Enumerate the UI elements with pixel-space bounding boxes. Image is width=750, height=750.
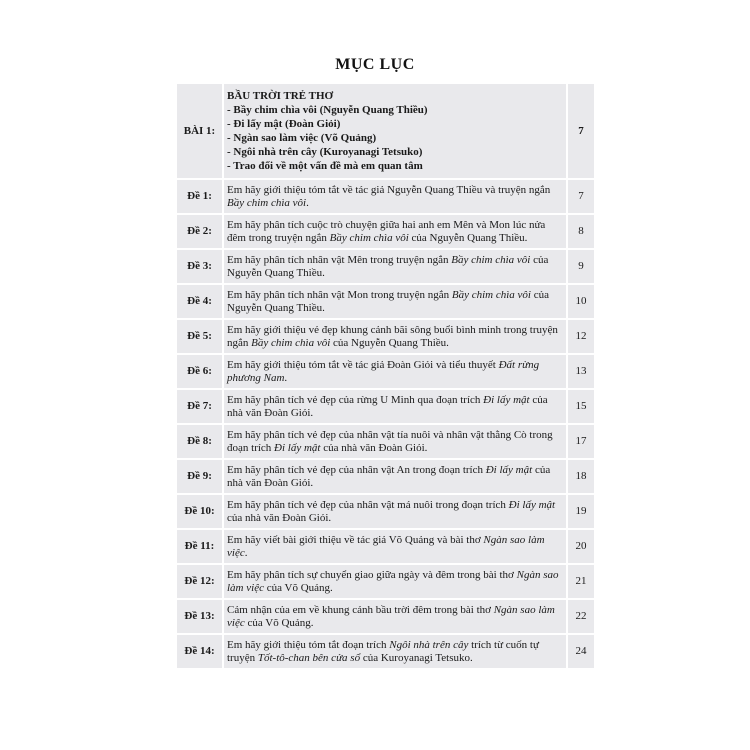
entry-text: Em hãy phân tích sự chuyển giao giữa ngày và đêm trong bài thơ (227, 568, 517, 581)
toc-entry-row[interactable] (177, 285, 594, 318)
entry-page-number: 8 (568, 215, 594, 248)
toc-body (177, 84, 594, 668)
entry-label: Đề 13: (177, 600, 222, 633)
toc-entry-row[interactable] (177, 635, 594, 668)
section-label: BÀI 1: (177, 84, 222, 178)
entry-text: . (284, 371, 288, 384)
entry-text: trích từ cuốn tự truyện (227, 638, 539, 664)
toc-entry-row[interactable] (177, 565, 594, 598)
page-title: MỤC LỤC (335, 56, 415, 73)
entry-description (224, 180, 566, 213)
entry-description (224, 530, 566, 563)
entry-page-number: 7 (568, 180, 594, 213)
entry-label: Đề 1: (177, 180, 222, 213)
entry-page-number: 19 (568, 495, 594, 528)
entry-text: Em hãy viết bài giới thiệu về tác giả Võ Quảng và bài thơ (227, 533, 484, 546)
toc-entry-row[interactable] (177, 355, 594, 388)
entry-text: Em hãy phân tích cuộc trò chuyện giữa hai anh em Mên và Mon lúc nửa đêm trong truyện ngắn (227, 218, 546, 244)
entry-description (224, 285, 566, 318)
entry-text: của Võ Quảng. (263, 581, 333, 594)
section-item: - Đi lấy mật (Đoàn Giỏi) (227, 118, 341, 130)
entry-description (224, 390, 566, 423)
entry-work-title: Đi lấy mật (483, 393, 530, 406)
entry-text: của nhà văn Đoàn Giỏi. (227, 463, 551, 489)
toc-entry-row[interactable] (177, 390, 594, 423)
toc-entry-row[interactable] (177, 215, 594, 248)
toc-entry-row[interactable] (177, 600, 594, 633)
entry-text: của nhà văn Đoàn Giỏi. (227, 393, 548, 419)
entry-label: Đề 11: (177, 530, 222, 563)
section-item: - Trao đổi về một vấn đề mà em quan tâm (227, 160, 423, 172)
table-of-contents (175, 82, 596, 670)
toc-entry-row[interactable] (177, 180, 594, 213)
entry-label: Đề 6: (177, 355, 222, 388)
entry-text: của Nguyễn Quang Thiều. (227, 288, 549, 314)
entry-work-title: Ngôi nhà trên cây (389, 638, 469, 651)
entry-description (224, 600, 566, 633)
entry-description (224, 495, 566, 528)
entry-label: Đề 9: (177, 460, 222, 493)
entry-text: của Nguyễn Quang Thiều. (408, 231, 528, 244)
entry-text: Em hãy phân tích vẻ đẹp của nhân vật má nuôi trong đoạn trích (227, 498, 509, 511)
entry-text: của Kuroyanagi Tetsuko. (360, 651, 473, 664)
entry-text: Cảm nhận của em về khung cảnh bầu trời đêm trong bài thơ (227, 603, 494, 616)
entry-label: Đề 12: (177, 565, 222, 598)
section-item: - Ngàn sao làm việc (Võ Quảng) (227, 132, 377, 144)
entry-work-title: Đi lấy mật (508, 498, 556, 511)
entry-label: Đề 8: (177, 425, 222, 458)
toc-entry-row[interactable] (177, 530, 594, 563)
toc-entry-row[interactable] (177, 250, 594, 283)
entry-page-number: 12 (568, 320, 594, 353)
section-heading: BẦU TRỜI TRẺ THƠ (227, 90, 334, 102)
entry-text: Em hãy phân tích nhân vật Mon trong truyện ngắn (227, 288, 452, 301)
entry-work-title: Bầy chim chìa vôi (451, 288, 531, 301)
entry-text: Em hãy giới thiệu tóm tắt về tác giả Nguyễn Quang Thiều và truyện ngắn (227, 183, 551, 196)
entry-page-number: 24 (568, 635, 594, 668)
entry-work-title: Bầy chim chìa vôi (451, 253, 531, 266)
entry-page-number: 10 (568, 285, 594, 318)
entry-page-number: 17 (568, 425, 594, 458)
entry-description (224, 320, 566, 353)
section-item: - Bầy chim chìa vôi (Nguyễn Quang Thiều) (227, 104, 428, 116)
entry-label: Đề 14: (177, 635, 222, 668)
entry-work-title: Tốt-tô-chan bên cửa sổ (257, 651, 361, 664)
entry-text: Em hãy phân tích vẻ đẹp của nhân vật tía nuôi và nhân vật thằng Cò trong đoạn trích (227, 428, 553, 454)
entry-page-number: 18 (568, 460, 594, 493)
entry-text: Em hãy phân tích nhân vật Mên trong truyện ngắn (227, 253, 452, 266)
entry-label: Đề 2: (177, 215, 222, 248)
entry-description (224, 565, 566, 598)
entry-description (224, 635, 566, 668)
entry-text: của nhà văn Đoàn Giỏi. (227, 511, 332, 524)
entry-work-title: Đi lấy mật (274, 441, 321, 454)
entry-work-title: Ngàn sao làm việc (227, 603, 555, 629)
entry-work-title: Bầy chim chìa vôi (329, 231, 409, 244)
entry-label: Đề 3: (177, 250, 222, 283)
entry-text: Em hãy giới thiệu tóm tắt đoạn trích (227, 638, 390, 651)
entry-page-number: 22 (568, 600, 594, 633)
entry-description (224, 460, 566, 493)
entry-text: của Nguyễn Quang Thiều. (330, 336, 449, 349)
entry-text: của Nguyễn Quang Thiều. (227, 253, 549, 279)
entry-description (224, 355, 566, 388)
toc-entry-row[interactable] (177, 495, 594, 528)
entry-page-number: 13 (568, 355, 594, 388)
entry-work-title: Đất rừng phương Nam (227, 358, 540, 384)
toc-entry-row[interactable] (177, 320, 594, 353)
entry-label: Đề 10: (177, 495, 222, 528)
entry-page-number: 20 (568, 530, 594, 563)
entry-description (224, 425, 566, 458)
entry-page-number: 9 (568, 250, 594, 283)
entry-work-title: Đi lấy mật (485, 463, 533, 476)
toc-section-row[interactable] (177, 84, 594, 178)
entry-text: Em hãy giới thiệu vẻ đẹp khung cảnh bãi sông buổi bình minh trong truyện ngắn (227, 323, 558, 349)
entry-label: Đề 7: (177, 390, 222, 423)
entry-text: Em hãy phân tích vẻ đẹp của nhân vật An trong đoạn trích (227, 463, 486, 476)
entry-text: . (244, 546, 248, 559)
entry-page-number: 15 (568, 390, 594, 423)
entry-text: của Võ Quảng. (244, 616, 314, 629)
toc-entry-row[interactable] (177, 425, 594, 458)
entry-label: Đề 4: (177, 285, 222, 318)
section-item: - Ngôi nhà trên cây (Kuroyanagi Tetsuko) (227, 146, 423, 158)
entry-text: Em hãy giới thiệu tóm tắt về tác giả Đoàn Giỏi và tiểu thuyết (227, 358, 499, 371)
section-page-number: 7 (568, 84, 594, 178)
entry-description (224, 250, 566, 283)
entry-work-title: Bầy chim chìa vôi (251, 336, 331, 349)
entry-page-number: 21 (568, 565, 594, 598)
entry-description (224, 215, 566, 248)
toc-entry-row[interactable] (177, 460, 594, 493)
entry-text: . (306, 196, 309, 209)
entry-text: Em hãy phân tích vẻ đẹp của rừng U Minh qua đoạn trích (227, 393, 484, 406)
section-description (224, 84, 566, 178)
entry-work-title: Bầy chim chìa vôi (227, 196, 307, 209)
entry-label: Đề 5: (177, 320, 222, 353)
entry-text: của nhà văn Đoàn Giỏi. (320, 441, 428, 454)
entry-work-title: Ngàn sao làm việc (227, 568, 559, 594)
entry-work-title: Ngàn sao làm việc (227, 533, 545, 559)
